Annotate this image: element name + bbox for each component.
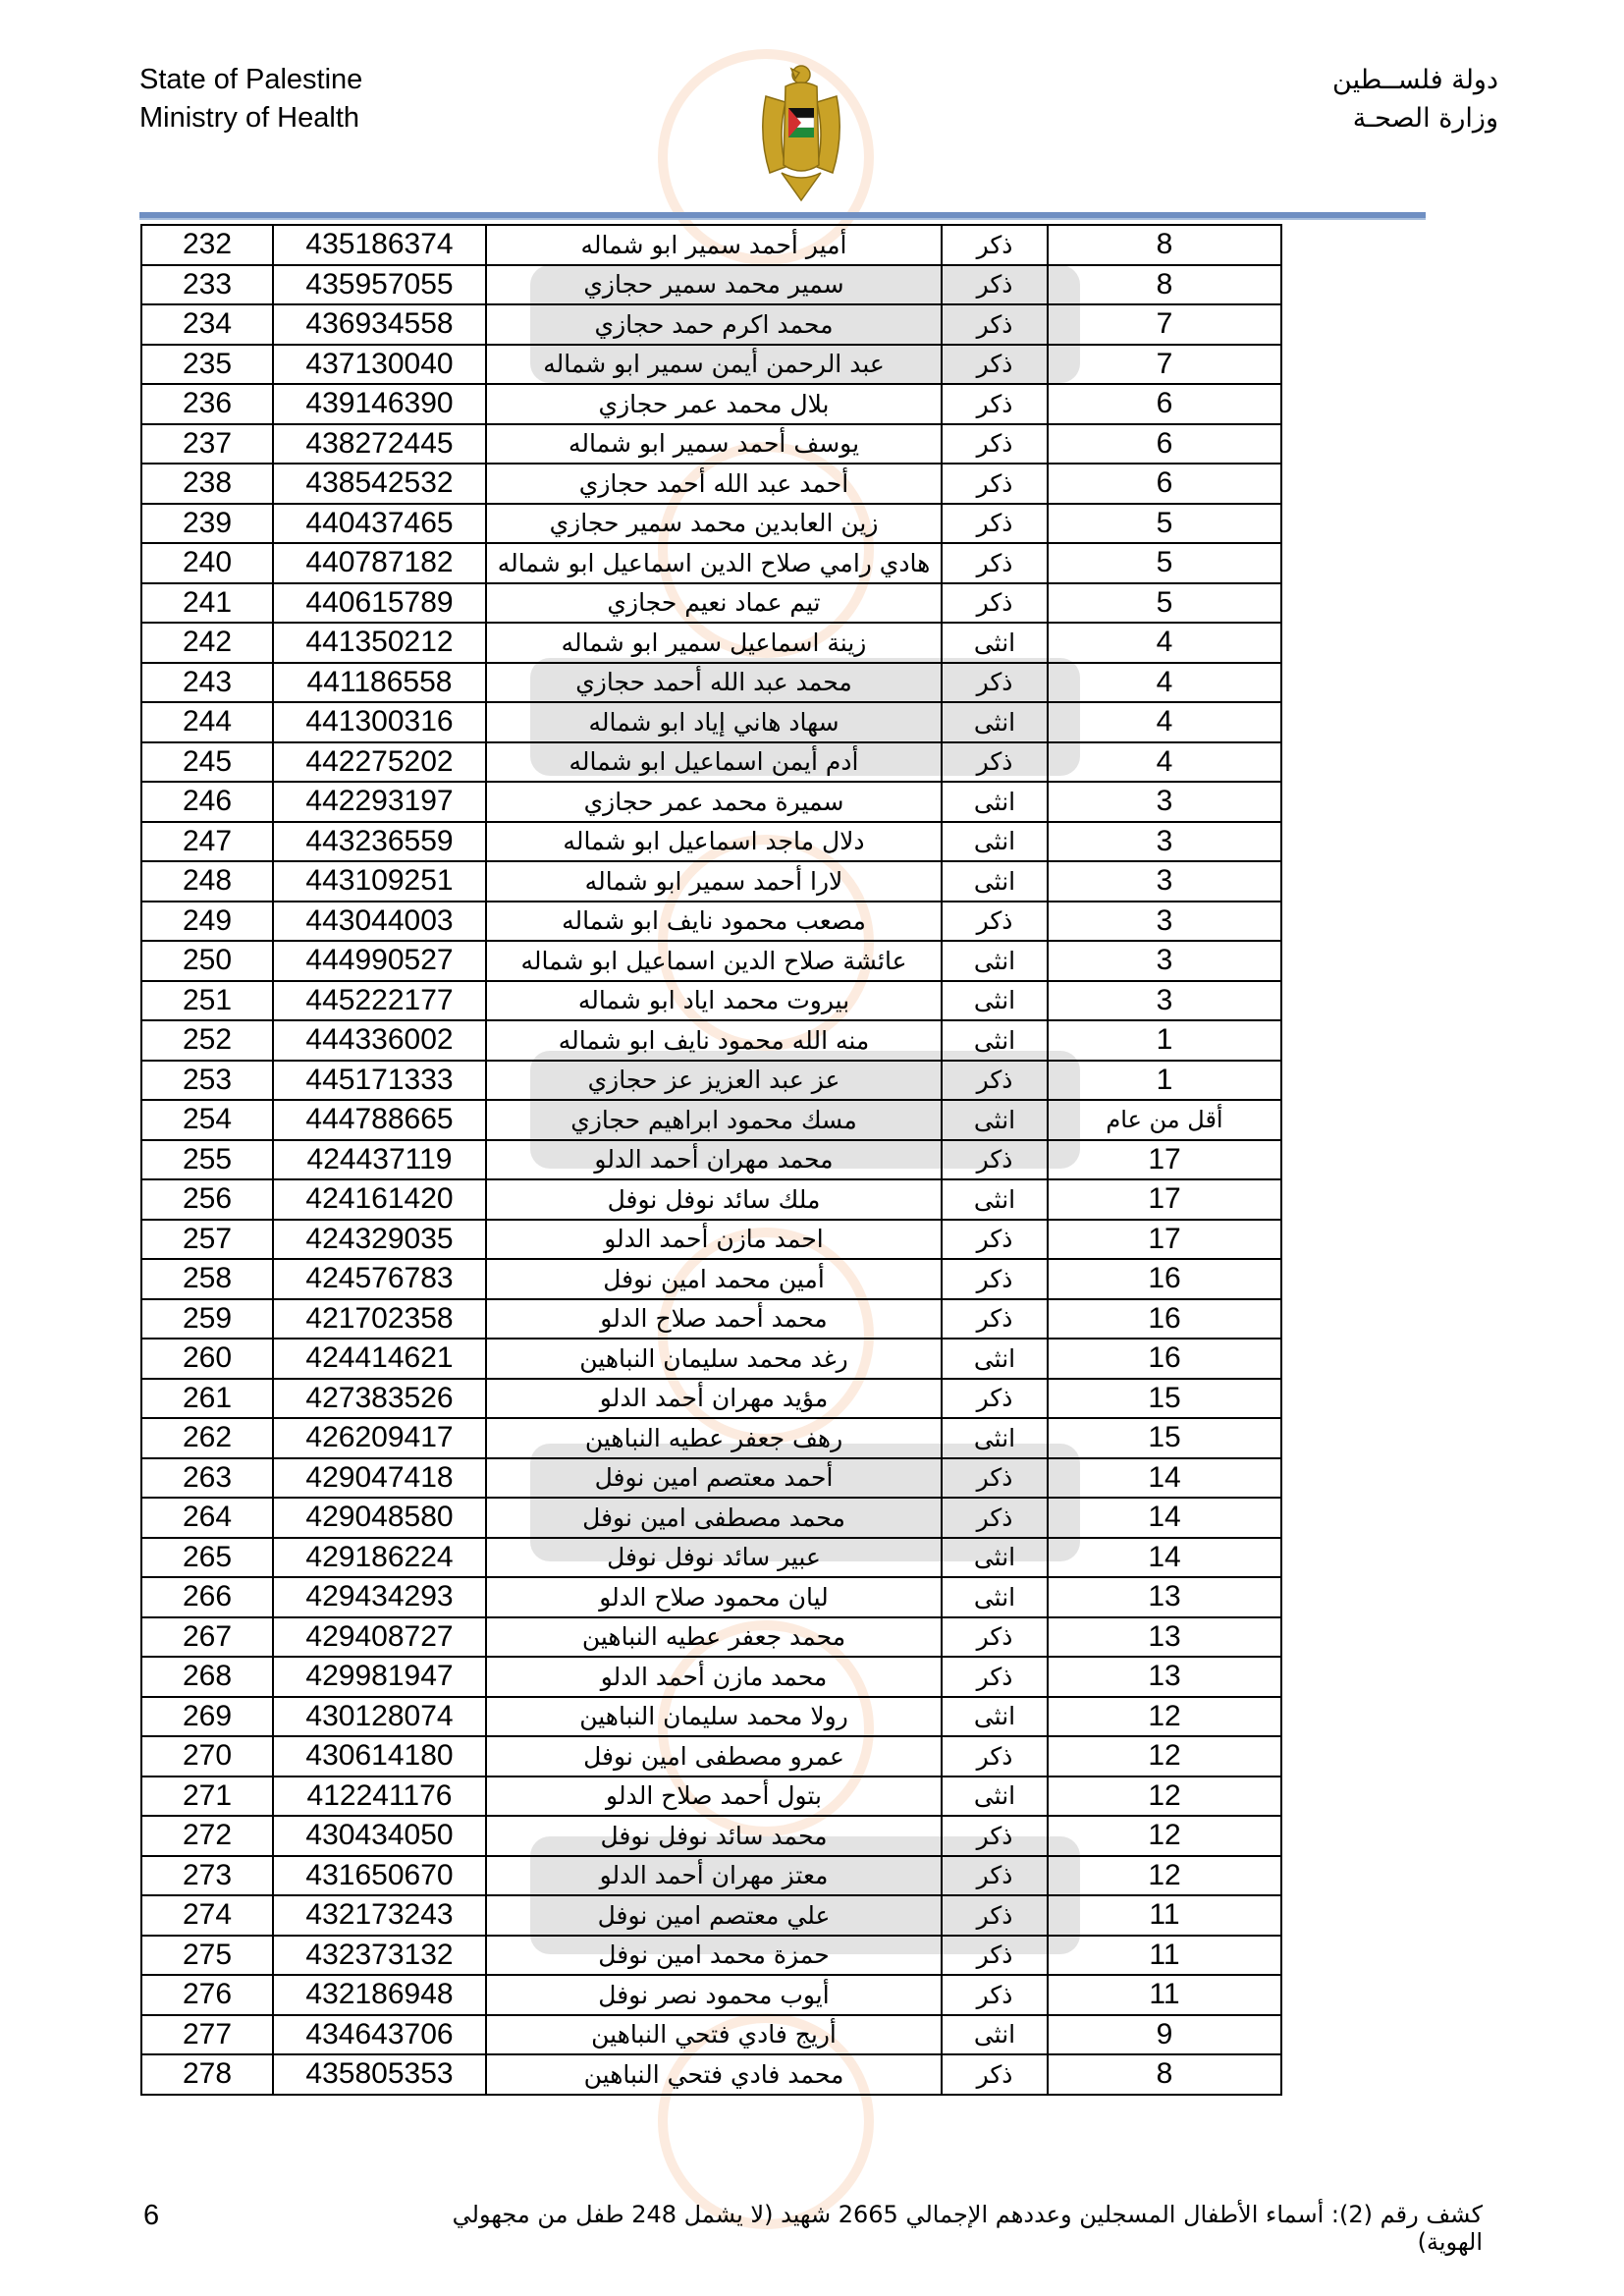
cell-age: 12 xyxy=(1048,1777,1281,1817)
cell-serial: 233 xyxy=(141,265,273,305)
table-row xyxy=(141,1100,1281,1140)
table-row xyxy=(141,1777,1281,1817)
table-row xyxy=(141,265,1281,305)
table-row xyxy=(141,1936,1281,1976)
cell-gender: ذكر xyxy=(942,345,1048,385)
cell-serial: 274 xyxy=(141,1895,273,1936)
table-row xyxy=(141,345,1281,385)
table-row xyxy=(141,1379,1281,1419)
cell-serial: 235 xyxy=(141,345,273,385)
cell-age: 4 xyxy=(1048,742,1281,783)
table-row xyxy=(141,861,1281,902)
table-row xyxy=(141,1179,1281,1220)
cell-name: مصعب محمود نايف ابو شماله xyxy=(486,902,942,942)
cell-id-number: 424329035 xyxy=(273,1220,486,1260)
cell-gender: انثى xyxy=(942,941,1048,981)
cell-name: ليان محمود صلاح الدلو xyxy=(486,1577,942,1617)
cell-gender: ذكر xyxy=(942,225,1048,265)
cell-id-number: 443109251 xyxy=(273,861,486,902)
cell-gender: ذكر xyxy=(942,543,1048,583)
cell-serial: 250 xyxy=(141,941,273,981)
cell-age: 6 xyxy=(1048,384,1281,424)
cell-gender: ذكر xyxy=(942,583,1048,624)
cell-serial: 276 xyxy=(141,1975,273,2015)
cell-id-number: 437130040 xyxy=(273,345,486,385)
cell-gender: انثى xyxy=(942,1697,1048,1737)
table-row xyxy=(141,1299,1281,1339)
cell-id-number: 434643706 xyxy=(273,2015,486,2055)
cell-serial: 267 xyxy=(141,1617,273,1658)
cell-gender: انثى xyxy=(942,1179,1048,1220)
table-row xyxy=(141,941,1281,981)
cell-name: حمزة محمد امين نوفل xyxy=(486,1936,942,1976)
header-state-ar: دولة فلســطين xyxy=(1332,65,1498,95)
cell-serial: 263 xyxy=(141,1458,273,1499)
cell-gender: ذكر xyxy=(942,1657,1048,1697)
cell-id-number: 424437119 xyxy=(273,1140,486,1180)
table-row xyxy=(141,782,1281,822)
cell-name: عمرو مصطفى امين نوفل xyxy=(486,1736,942,1777)
cell-gender: ذكر xyxy=(942,504,1048,544)
header-arabic xyxy=(1332,61,1498,137)
cell-age: 4 xyxy=(1048,623,1281,663)
cell-name: سميرة محمد عمر حجازي xyxy=(486,782,942,822)
cell-name: محمد أحمد صلاح الدلو xyxy=(486,1299,942,1339)
cell-gender: ذكر xyxy=(942,902,1048,942)
cell-age: 16 xyxy=(1048,1339,1281,1379)
cell-serial: 245 xyxy=(141,742,273,783)
cell-age: 3 xyxy=(1048,902,1281,942)
table-row xyxy=(141,1339,1281,1379)
cell-gender: ذكر xyxy=(942,742,1048,783)
cell-name: لارا أحمد سمير ابو شماله xyxy=(486,861,942,902)
cell-gender: ذكر xyxy=(942,304,1048,345)
cell-gender: انثى xyxy=(942,623,1048,663)
header-ministry-ar: وزارة الصحـة xyxy=(1352,103,1498,134)
cell-age: 13 xyxy=(1048,1657,1281,1697)
cell-gender: انثى xyxy=(942,2015,1048,2055)
cell-gender: انثى xyxy=(942,702,1048,742)
table-row xyxy=(141,1895,1281,1936)
cell-name: علي معتصم امين نوفل xyxy=(486,1895,942,1936)
cell-name: محمد جعفر عطيه النباهين xyxy=(486,1617,942,1658)
cell-id-number: 427383526 xyxy=(273,1379,486,1419)
cell-serial: 258 xyxy=(141,1259,273,1299)
cell-age: 5 xyxy=(1048,504,1281,544)
cell-age: 13 xyxy=(1048,1577,1281,1617)
cell-serial: 261 xyxy=(141,1379,273,1419)
cell-name: بتول أحمد صلاح الدلو xyxy=(486,1777,942,1817)
cell-age: 14 xyxy=(1048,1538,1281,1578)
cell-serial: 248 xyxy=(141,861,273,902)
table-row xyxy=(141,1259,1281,1299)
cell-serial: 269 xyxy=(141,1697,273,1737)
cell-gender: ذكر xyxy=(942,1816,1048,1856)
cell-id-number: 429186224 xyxy=(273,1538,486,1578)
cell-name: أدم أيمن اسماعيل ابو شماله xyxy=(486,742,942,783)
cell-age: 3 xyxy=(1048,861,1281,902)
cell-id-number: 444336002 xyxy=(273,1020,486,1061)
cell-serial: 236 xyxy=(141,384,273,424)
cell-gender: ذكر xyxy=(942,464,1048,504)
cell-age: 11 xyxy=(1048,1936,1281,1976)
table-row xyxy=(141,1061,1281,1101)
cell-age: 11 xyxy=(1048,1975,1281,2015)
cell-serial: 256 xyxy=(141,1179,273,1220)
cell-age: 4 xyxy=(1048,702,1281,742)
cell-serial: 240 xyxy=(141,543,273,583)
cell-name: معتز مهران أحمد الدلو xyxy=(486,1856,942,1896)
cell-name: أيوب محمود نصر نوفل xyxy=(486,1975,942,2015)
cell-serial: 253 xyxy=(141,1061,273,1101)
table-row xyxy=(141,583,1281,624)
cell-gender: ذكر xyxy=(942,1975,1048,2015)
footer-caption: كشف رقم (2): أسماء الأطفال المسجلين وعددهم الإجمالي 2665 شهيد (لا يشمل 248 طفل من مجهولي الهوية) xyxy=(452,2201,1483,2256)
cell-serial: 251 xyxy=(141,981,273,1021)
cell-age: 3 xyxy=(1048,782,1281,822)
cell-name: عبد الرحمن أيمن سمير ابو شماله xyxy=(486,345,942,385)
cell-name: محمد فادي فتحي النباهين xyxy=(486,2054,942,2095)
cell-id-number: 424161420 xyxy=(273,1179,486,1220)
cell-name: تيم عماد نعيم حجازي xyxy=(486,583,942,624)
cell-id-number: 441300316 xyxy=(273,702,486,742)
table-row xyxy=(141,504,1281,544)
cell-age: 14 xyxy=(1048,1498,1281,1538)
cell-name: سهاد هاني إياد ابو شماله xyxy=(486,702,942,742)
cell-gender: ذكر xyxy=(942,1259,1048,1299)
page-number: 6 xyxy=(143,2200,160,2231)
header-ministry-en: Ministry of Health xyxy=(139,102,360,134)
table-row xyxy=(141,1816,1281,1856)
cell-id-number: 442293197 xyxy=(273,782,486,822)
cell-name: مؤيد مهران أحمد الدلو xyxy=(486,1379,942,1419)
children-table xyxy=(140,224,1282,2096)
cell-name: رغد محمد سليمان النباهين xyxy=(486,1339,942,1379)
cell-serial: 262 xyxy=(141,1418,273,1458)
cell-id-number: 445222177 xyxy=(273,981,486,1021)
cell-age: 17 xyxy=(1048,1220,1281,1260)
table-row xyxy=(141,822,1281,862)
cell-gender: ذكر xyxy=(942,1498,1048,1538)
cell-gender: انثى xyxy=(942,1538,1048,1578)
cell-name: هادي رامي صلاح الدين اسماعيل ابو شماله xyxy=(486,543,942,583)
table-row xyxy=(141,543,1281,583)
cell-serial: 272 xyxy=(141,1816,273,1856)
cell-id-number: 441350212 xyxy=(273,623,486,663)
cell-id-number: 429048580 xyxy=(273,1498,486,1538)
cell-id-number: 440615789 xyxy=(273,583,486,624)
table-row xyxy=(141,1657,1281,1697)
cell-age: 7 xyxy=(1048,345,1281,385)
cell-id-number: 432373132 xyxy=(273,1936,486,1976)
cell-name: زينة اسماعيل سمير ابو شماله xyxy=(486,623,942,663)
table-row xyxy=(141,424,1281,465)
cell-age: 15 xyxy=(1048,1418,1281,1458)
cell-serial: 234 xyxy=(141,304,273,345)
cell-gender: ذكر xyxy=(942,1895,1048,1936)
cell-serial: 277 xyxy=(141,2015,273,2055)
cell-id-number: 436934558 xyxy=(273,304,486,345)
cell-id-number: 438272445 xyxy=(273,424,486,465)
cell-gender: انثى xyxy=(942,1577,1048,1617)
table-row xyxy=(141,1020,1281,1061)
table-row xyxy=(141,1577,1281,1617)
cell-serial: 278 xyxy=(141,2054,273,2095)
cell-age: 8 xyxy=(1048,2054,1281,2095)
cell-id-number: 444788665 xyxy=(273,1100,486,1140)
cell-serial: 247 xyxy=(141,822,273,862)
cell-id-number: 432173243 xyxy=(273,1895,486,1936)
cell-gender: انثى xyxy=(942,1418,1048,1458)
cell-age: 6 xyxy=(1048,464,1281,504)
cell-gender: انثى xyxy=(942,1339,1048,1379)
cell-serial: 243 xyxy=(141,663,273,703)
cell-age: 13 xyxy=(1048,1617,1281,1658)
cell-id-number: 435805353 xyxy=(273,2054,486,2095)
cell-name: يوسف أحمد سمير ابو شماله xyxy=(486,424,942,465)
cell-age: 11 xyxy=(1048,1895,1281,1936)
cell-age: 4 xyxy=(1048,663,1281,703)
cell-serial: 273 xyxy=(141,1856,273,1896)
cell-id-number: 431650670 xyxy=(273,1856,486,1896)
cell-id-number: 429047418 xyxy=(273,1458,486,1499)
cell-id-number: 440787182 xyxy=(273,543,486,583)
cell-name: رولا محمد سليمان النباهين xyxy=(486,1697,942,1737)
cell-age: 7 xyxy=(1048,304,1281,345)
cell-gender: انثى xyxy=(942,1020,1048,1061)
header-state-en: State of Palestine xyxy=(139,64,363,95)
cell-id-number: 435186374 xyxy=(273,225,486,265)
cell-gender: انثى xyxy=(942,1100,1048,1140)
table-row xyxy=(141,742,1281,783)
table-row xyxy=(141,623,1281,663)
cell-name: محمد مهران أحمد الدلو xyxy=(486,1140,942,1180)
table-row xyxy=(141,1538,1281,1578)
cell-id-number: 424414621 xyxy=(273,1339,486,1379)
cell-id-number: 430128074 xyxy=(273,1697,486,1737)
table-row xyxy=(141,464,1281,504)
cell-serial: 244 xyxy=(141,702,273,742)
cell-serial: 260 xyxy=(141,1339,273,1379)
cell-name: احمد مازن أحمد الدلو xyxy=(486,1220,942,1260)
cell-gender: انثى xyxy=(942,782,1048,822)
cell-id-number: 429434293 xyxy=(273,1577,486,1617)
cell-age: 1 xyxy=(1048,1020,1281,1061)
cell-gender: ذكر xyxy=(942,1458,1048,1499)
cell-name: أحمد معتصم امين نوفل xyxy=(486,1458,942,1499)
cell-age: 5 xyxy=(1048,583,1281,624)
cell-name: أمين محمد امين نوفل xyxy=(486,1259,942,1299)
cell-id-number: 412241176 xyxy=(273,1777,486,1817)
cell-id-number: 429408727 xyxy=(273,1617,486,1658)
cell-age: 5 xyxy=(1048,543,1281,583)
cell-name: دلال ماجد اسماعيل ابو شماله xyxy=(486,822,942,862)
cell-serial: 246 xyxy=(141,782,273,822)
cell-id-number: 443044003 xyxy=(273,902,486,942)
cell-serial: 257 xyxy=(141,1220,273,1260)
cell-gender: ذكر xyxy=(942,424,1048,465)
cell-id-number: 421702358 xyxy=(273,1299,486,1339)
cell-name: أحمد عبد الله أحمد حجازي xyxy=(486,464,942,504)
cell-serial: 255 xyxy=(141,1140,273,1180)
table-row xyxy=(141,2054,1281,2095)
cell-age: 3 xyxy=(1048,941,1281,981)
table-row xyxy=(141,1458,1281,1499)
cell-gender: ذكر xyxy=(942,1736,1048,1777)
cell-serial: 265 xyxy=(141,1538,273,1578)
cell-id-number: 426209417 xyxy=(273,1418,486,1458)
cell-name: محمد مصطفى امين نوفل xyxy=(486,1498,942,1538)
cell-gender: ذكر xyxy=(942,1617,1048,1658)
cell-gender: انثى xyxy=(942,861,1048,902)
cell-name: سمير محمد سمير حجازي xyxy=(486,265,942,305)
cell-name: بيروت محمد اياد ابو شماله xyxy=(486,981,942,1021)
table-row xyxy=(141,1418,1281,1458)
cell-serial: 237 xyxy=(141,424,273,465)
cell-serial: 270 xyxy=(141,1736,273,1777)
table-row xyxy=(141,1617,1281,1658)
cell-age: 14 xyxy=(1048,1458,1281,1499)
cell-serial: 264 xyxy=(141,1498,273,1538)
cell-age: 3 xyxy=(1048,822,1281,862)
cell-name: أمير أحمد سمير ابو شماله xyxy=(486,225,942,265)
cell-name: أريج فادي فتحي النباهين xyxy=(486,2015,942,2055)
header-rule xyxy=(139,212,1426,220)
cell-serial: 249 xyxy=(141,902,273,942)
cell-serial: 271 xyxy=(141,1777,273,1817)
cell-gender: ذكر xyxy=(942,384,1048,424)
cell-id-number: 442275202 xyxy=(273,742,486,783)
cell-gender: ذكر xyxy=(942,1379,1048,1419)
table-row xyxy=(141,384,1281,424)
cell-age: 16 xyxy=(1048,1299,1281,1339)
cell-gender: ذكر xyxy=(942,1936,1048,1976)
header-english xyxy=(139,61,362,137)
cell-id-number: 440437465 xyxy=(273,504,486,544)
cell-gender: ذكر xyxy=(942,2054,1048,2095)
cell-id-number: 430614180 xyxy=(273,1736,486,1777)
cell-gender: ذكر xyxy=(942,663,1048,703)
table-row xyxy=(141,1736,1281,1777)
cell-name: محمد مازن أحمد الدلو xyxy=(486,1657,942,1697)
cell-id-number: 424576783 xyxy=(273,1259,486,1299)
cell-gender: ذكر xyxy=(942,1299,1048,1339)
cell-id-number: 444990527 xyxy=(273,941,486,981)
cell-age: 15 xyxy=(1048,1379,1281,1419)
cell-serial: 252 xyxy=(141,1020,273,1061)
table-row xyxy=(141,1697,1281,1737)
cell-name: بلال محمد عمر حجازي xyxy=(486,384,942,424)
cell-age: 6 xyxy=(1048,424,1281,465)
cell-age: أقل من عام xyxy=(1048,1100,1281,1140)
cell-serial: 275 xyxy=(141,1936,273,1976)
cell-id-number: 429981947 xyxy=(273,1657,486,1697)
cell-gender: ذكر xyxy=(942,265,1048,305)
cell-gender: ذكر xyxy=(942,1061,1048,1101)
cell-name: عائشة صلاح الدين اسماعيل ابو شماله xyxy=(486,941,942,981)
cell-gender: ذكر xyxy=(942,1140,1048,1180)
table-row xyxy=(141,225,1281,265)
cell-gender: ذكر xyxy=(942,1856,1048,1896)
table-row xyxy=(141,1498,1281,1538)
palestine-eagle-emblem-icon xyxy=(756,57,846,204)
cell-id-number: 432186948 xyxy=(273,1975,486,2015)
table-row xyxy=(141,702,1281,742)
cell-age: 8 xyxy=(1048,265,1281,305)
table-row xyxy=(141,981,1281,1021)
cell-age: 9 xyxy=(1048,2015,1281,2055)
table-row xyxy=(141,304,1281,345)
cell-gender: انثى xyxy=(942,981,1048,1021)
table-row xyxy=(141,1140,1281,1180)
cell-serial: 254 xyxy=(141,1100,273,1140)
cell-name: عبير سائد نوفل نوفل xyxy=(486,1538,942,1578)
cell-serial: 238 xyxy=(141,464,273,504)
cell-age: 3 xyxy=(1048,981,1281,1021)
cell-id-number: 438542532 xyxy=(273,464,486,504)
table-row xyxy=(141,902,1281,942)
cell-serial: 239 xyxy=(141,504,273,544)
cell-age: 17 xyxy=(1048,1140,1281,1180)
cell-name: عز عبد العزيز عز حجازي xyxy=(486,1061,942,1101)
cell-serial: 242 xyxy=(141,623,273,663)
cell-name: مسك محمود ابراهيم حجازي xyxy=(486,1100,942,1140)
table-row xyxy=(141,1220,1281,1260)
table-row xyxy=(141,1975,1281,2015)
cell-name: محمد اكرم حمد حجازي xyxy=(486,304,942,345)
cell-gender: ذكر xyxy=(942,1220,1048,1260)
cell-id-number: 443236559 xyxy=(273,822,486,862)
cell-name: محمد سائد نوفل نوفل xyxy=(486,1816,942,1856)
cell-id-number: 439146390 xyxy=(273,384,486,424)
cell-name: زين العابدين محمد سمير حجازي xyxy=(486,504,942,544)
cell-serial: 259 xyxy=(141,1299,273,1339)
cell-age: 12 xyxy=(1048,1736,1281,1777)
table-row xyxy=(141,1856,1281,1896)
cell-gender: انثى xyxy=(942,1777,1048,1817)
cell-serial: 266 xyxy=(141,1577,273,1617)
cell-age: 8 xyxy=(1048,225,1281,265)
cell-serial: 241 xyxy=(141,583,273,624)
cell-gender: انثى xyxy=(942,822,1048,862)
table-row xyxy=(141,663,1281,703)
table-row xyxy=(141,2015,1281,2055)
cell-age: 12 xyxy=(1048,1816,1281,1856)
cell-age: 17 xyxy=(1048,1179,1281,1220)
cell-age: 12 xyxy=(1048,1856,1281,1896)
cell-name: منه الله محمود نايف ابو شماله xyxy=(486,1020,942,1061)
cell-id-number: 430434050 xyxy=(273,1816,486,1856)
cell-id-number: 441186558 xyxy=(273,663,486,703)
cell-name: رهف جعفر عطيه النباهين xyxy=(486,1418,942,1458)
cell-id-number: 445171333 xyxy=(273,1061,486,1101)
cell-age: 12 xyxy=(1048,1697,1281,1737)
cell-age: 16 xyxy=(1048,1259,1281,1299)
cell-id-number: 435957055 xyxy=(273,265,486,305)
cell-age: 1 xyxy=(1048,1061,1281,1101)
cell-name: ملك سائد نوفل نوفل xyxy=(486,1179,942,1220)
cell-name: محمد عبد الله أحمد حجازي xyxy=(486,663,942,703)
cell-serial: 232 xyxy=(141,225,273,265)
cell-serial: 268 xyxy=(141,1657,273,1697)
